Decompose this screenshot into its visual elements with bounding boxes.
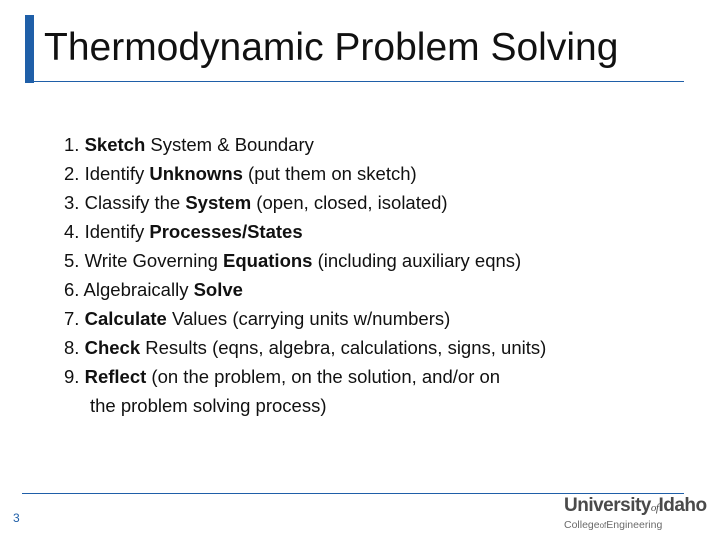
logo-word-of-small: of <box>599 521 607 530</box>
step-text: Values (carrying units w/numbers) <box>166 308 451 329</box>
logo-word-university: University <box>564 495 651 516</box>
step-number: 2. <box>64 163 80 184</box>
logo-word-college: College <box>564 519 600 531</box>
page-number: 3 <box>13 511 20 525</box>
list-item <box>64 159 546 188</box>
list-item <box>64 304 546 333</box>
list-item <box>64 362 546 391</box>
step-keyword: Sketch <box>84 134 146 155</box>
step-number: 4. <box>64 221 80 242</box>
step-number: 1. <box>64 134 80 155</box>
list-item <box>64 188 546 217</box>
step-text: Results (eqns, algebra, calculations, signs, units) <box>140 337 547 358</box>
list-item <box>64 130 546 159</box>
step-text: (put them on sketch) <box>242 163 417 184</box>
step-keyword: Reflect <box>84 366 147 387</box>
step-text: (open, closed, isolated) <box>251 192 448 213</box>
university-logo <box>564 496 714 536</box>
list-item <box>64 246 546 275</box>
title-divider <box>34 81 684 82</box>
list-item <box>64 217 546 246</box>
step-keyword: Solve <box>193 279 243 300</box>
step-text: (including auxiliary eqns) <box>312 250 522 271</box>
title-accent-bar <box>25 15 34 83</box>
list-item <box>64 275 546 304</box>
step-keyword: System <box>185 192 252 213</box>
step-number: 7. <box>64 308 80 329</box>
step-number: 9. <box>64 366 80 387</box>
step-keyword: Unknowns <box>149 163 243 184</box>
step-keyword: Check <box>84 337 141 358</box>
logo-word-idaho: Idaho <box>658 495 707 516</box>
logo-subtitle <box>564 518 714 533</box>
step-keyword: Calculate <box>84 308 167 329</box>
step-text: Write Governing <box>79 250 224 271</box>
footer-divider <box>22 493 684 494</box>
logo-word-engineering: Engineering <box>606 519 663 531</box>
steps-list <box>64 130 546 420</box>
step-text: System & Boundary <box>145 134 314 155</box>
logo-wordmark <box>564 496 714 518</box>
step-number: 5. <box>64 250 80 271</box>
page-title: Thermodynamic Problem Solving <box>44 26 619 69</box>
step-number: 3. <box>64 192 80 213</box>
step-text: (on the problem, on the solution, and/or on <box>146 366 501 387</box>
step-text: Classify the <box>79 192 186 213</box>
step-keyword: Processes/States <box>149 221 303 242</box>
step-number: 8. <box>64 337 80 358</box>
step-number: 6. <box>64 279 80 300</box>
step-text: Identify <box>79 221 150 242</box>
step-text: Algebraically <box>79 279 194 300</box>
step-keyword: Equations <box>223 250 313 271</box>
logo-word-of: of <box>650 502 659 514</box>
step-text: Identify <box>79 163 150 184</box>
list-item-continuation: the problem solving process) <box>90 395 327 416</box>
list-item <box>64 333 546 362</box>
